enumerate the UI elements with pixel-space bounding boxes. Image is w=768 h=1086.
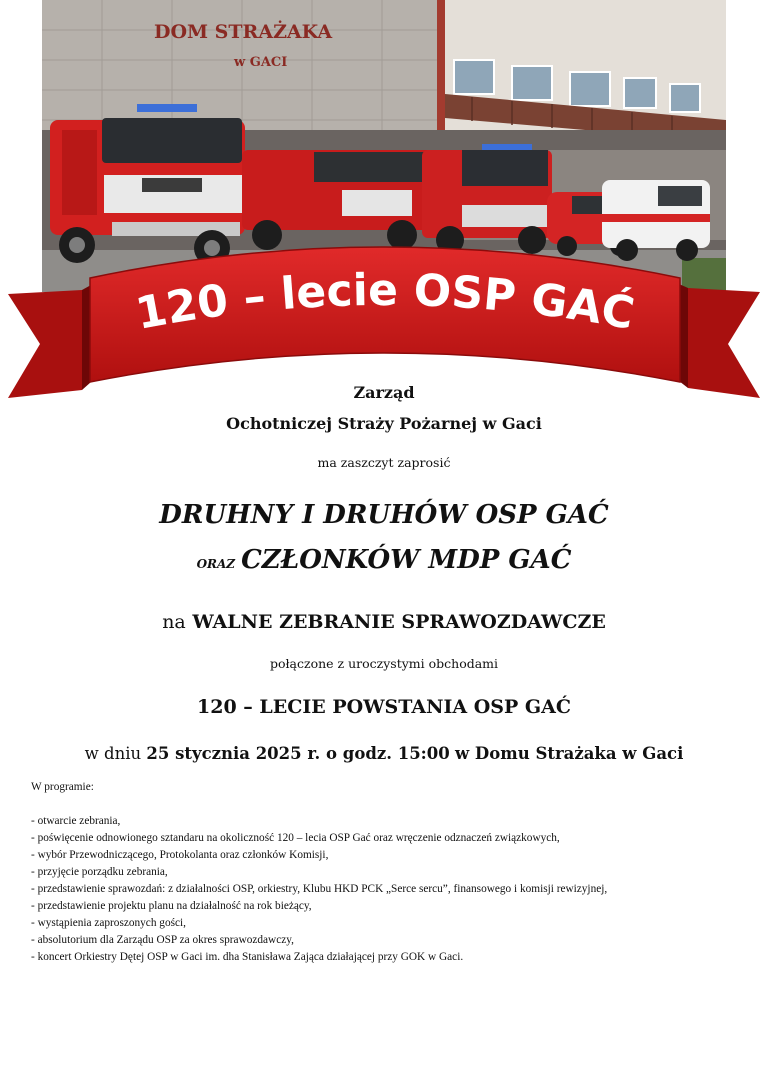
guests-line-2 [0,545,768,575]
programme-item: - wystąpienia zaproszonych gości, [31,917,186,929]
meeting-prefix: na [162,611,186,633]
programme-item: - absolutorium dla Zarządu OSP za okres sprawozdawczy, [31,934,294,946]
when-prefix: w dniu [84,744,142,763]
building-sign-line1: DOM STRAŻAKA [154,21,333,43]
meeting-line [0,611,768,633]
programme-item: - wybór Przewodniczącego, Protokolanta oraz członków Komisji, [31,849,329,861]
when-place: w Domu Strażaka w Gaci [454,744,684,763]
programme-item: - przedstawienie projektu planu na działalność na rok bieżący, [31,900,312,912]
guests-line-2-prefix: ORAZ [196,557,236,571]
guests-line-2-text: CZŁONKÓW MDP GAĆ [241,545,572,575]
combined-line: połączone z uroczystymi obchodami [269,656,499,671]
programme-item: - otwarcie zebrania, [31,815,121,827]
anniversary-line: 120 – LECIE POWSTANIA OSP GAĆ [197,696,571,718]
programme-item: - poświęcenie odnowionego sztandaru na okoliczność 120 – lecia OSP Gać oraz wręczenie odznaczeń związkowych, [31,832,560,844]
programme [31,779,751,966]
organization-name: Ochotniczej Straży Pożarnej w Gaci [226,414,542,433]
honor-line: ma zaszczyt zaprosić [317,455,451,470]
programme-list [31,813,751,966]
programme-item: - przedstawienie sprawozdań: z działalności OSP, orkiestry, Klubu HKD PCK „Serce sercu”, finansowego i komisji rewizyjnej, [31,883,608,895]
when-date: 25 stycznia 2025 r. o godz. 15:00 [146,744,450,763]
programme-heading: W programie: [31,781,94,793]
ribbon-right-tail [688,288,760,398]
guests-line-1: DRUHNY I DRUHÓW OSP GAĆ [159,500,609,530]
programme-item: - koncert Orkiestry Dętej OSP w Gaci im. dha Stanisława Zająca działającej przy GOK w Gaci. [31,951,464,963]
anniversary-ribbon [0,232,768,432]
ribbon-left-tail [8,290,82,398]
board-heading: Zarząd [353,383,415,402]
banner-title: 120 – lecie OSP GAĆ [131,264,639,340]
building-sign-line2: w GACI [234,55,288,70]
programme-item: - przyjęcie porządku zebrania, [31,866,168,878]
date-place-line [0,744,768,763]
meeting-name: WALNE ZEBRANIE SPRAWOZDAWCZE [192,611,606,633]
